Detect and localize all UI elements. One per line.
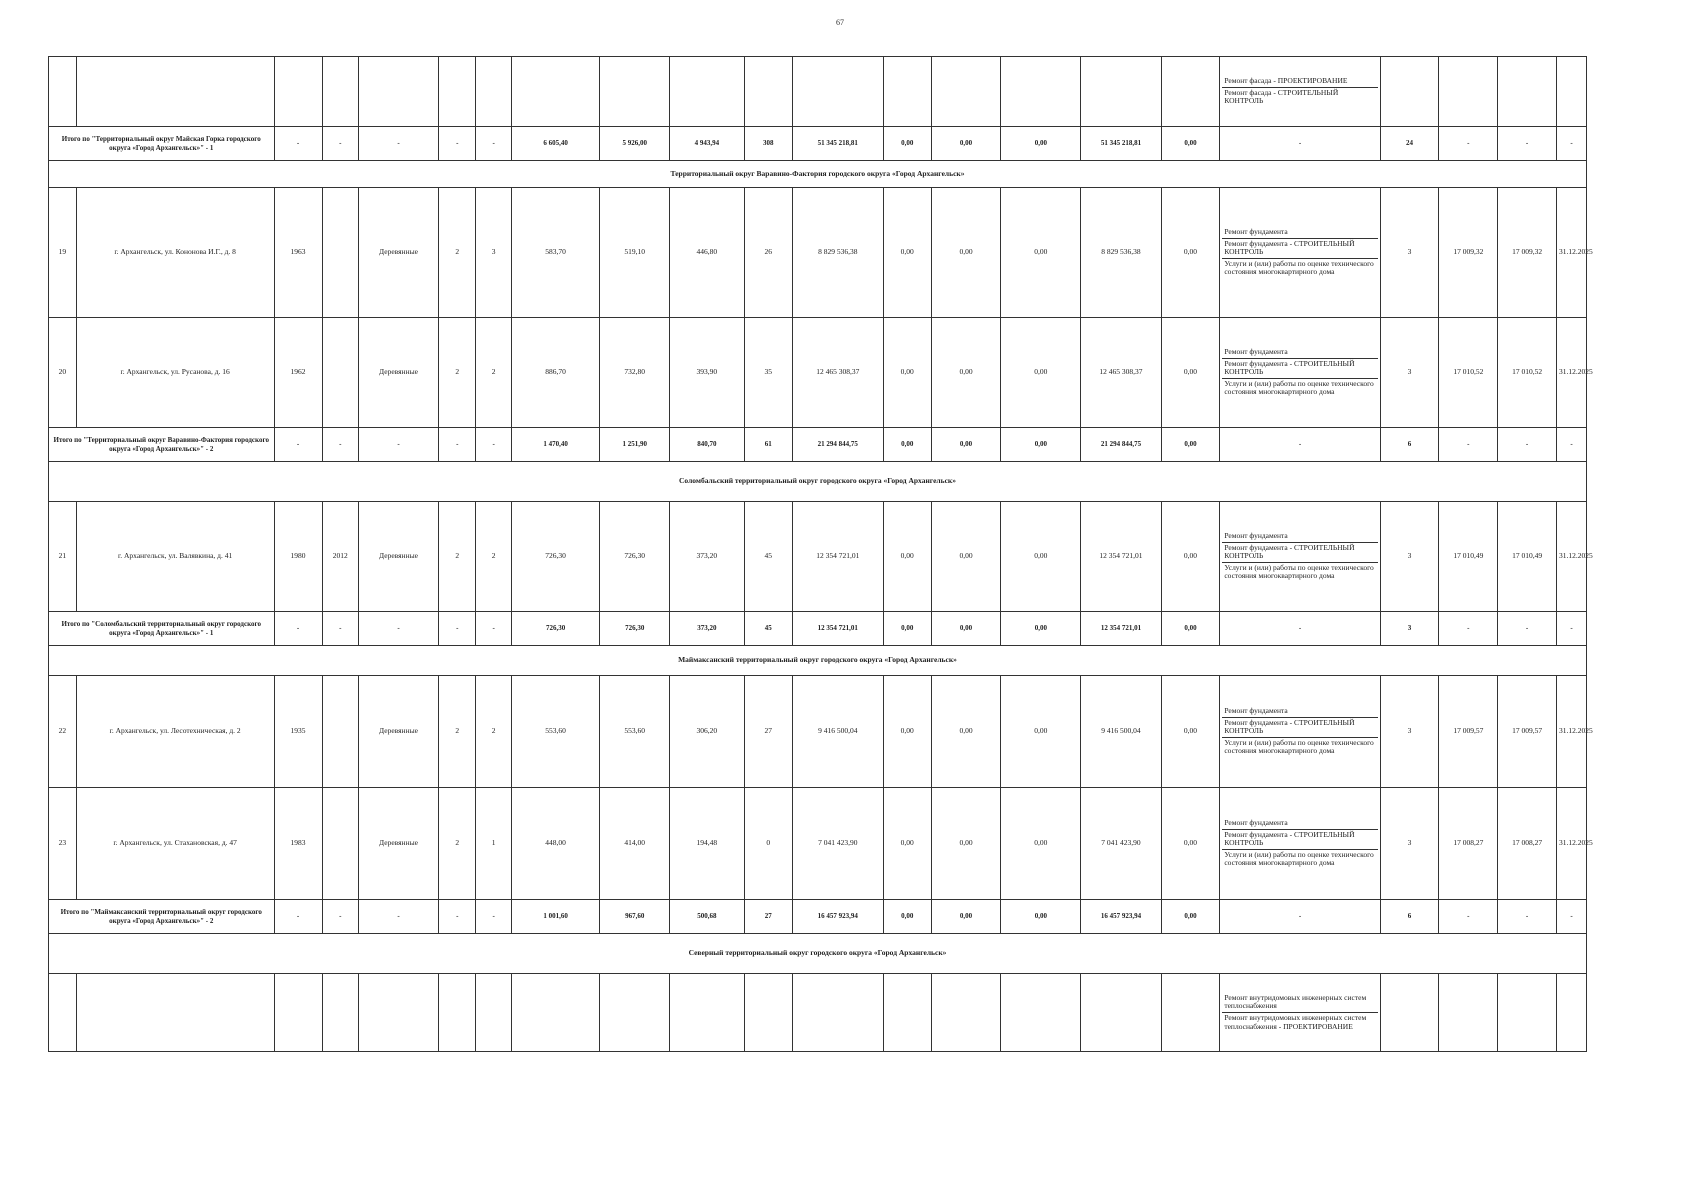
repair-cost: 9 416 500,04 [792, 676, 883, 788]
completion-date: 31.12.2025 [1556, 188, 1586, 318]
total-work-count: 6 [1380, 900, 1439, 934]
total-cell: - [439, 612, 476, 646]
district-heading: Соломбальский территориальный округ городского округа «Город Архангельск» [49, 462, 1587, 502]
funding-cell: 0,00 [931, 318, 1000, 428]
building-address: г. Архангельск, ул. Русанова, д. 16 [76, 318, 274, 428]
district-total-row [49, 900, 1587, 934]
total-residents: 27 [744, 900, 792, 934]
entrances-count: 2 [476, 676, 511, 788]
district-heading: Маймаксанский территориальный округ городского округа «Город Архангельск» [49, 646, 1587, 676]
repair-cost: 12 354 721,01 [792, 502, 883, 612]
work-count: 3 [1380, 318, 1439, 428]
work-count: 3 [1380, 188, 1439, 318]
funding-cell: 0,00 [883, 318, 931, 428]
total-cell: 0,00 [1161, 127, 1220, 161]
entrances-count: 1 [476, 788, 511, 900]
work-type-item: Ремонт внутридомовых инженерных систем теплоснабжения - ПРОЕКТИРОВАНИЕ [1222, 1012, 1377, 1032]
total-cell: - [274, 127, 322, 161]
total-cell: - [274, 900, 322, 934]
wall-material: Деревянные [358, 188, 438, 318]
work-type-item: Услуги и (или) работы по оценке технического состояния многоквартирного дома [1222, 258, 1377, 278]
total-cell: 0,00 [883, 900, 931, 934]
total-cell: - [439, 428, 476, 462]
year-built: 1983 [274, 788, 322, 900]
year-built: 1962 [274, 318, 322, 428]
total-owners-funds: 51 345 218,81 [1081, 127, 1161, 161]
total-cost: 21 294 844,75 [792, 428, 883, 462]
total-cell: - [1498, 612, 1557, 646]
building-row [49, 788, 1587, 900]
total-cell: - [1556, 612, 1586, 646]
work-type-item: Ремонт внутридомовых инженерных систем теплоснабжения [1224, 992, 1367, 1011]
unit-cost: 17 010,52 [1439, 318, 1498, 428]
total-residents: 61 [744, 428, 792, 462]
owned-area: 393,90 [669, 318, 744, 428]
work-type-item: Ремонт фундамента - СТРОИТЕЛЬНЫЙ КОНТРОЛЬ [1222, 829, 1377, 849]
total-cell: 0,00 [1001, 612, 1081, 646]
wall-material: Деревянные [358, 788, 438, 900]
district-heading: Территориальный округ Варавино-Фактория городского округа «Город Архангельск» [49, 161, 1587, 188]
entrances-count: 3 [476, 188, 511, 318]
total-cell: - [322, 127, 358, 161]
row-number: 19 [49, 188, 77, 318]
work-types-cell [1220, 318, 1380, 428]
funding-cell: 0,00 [931, 188, 1000, 318]
total-living-area: 5 926,00 [600, 127, 669, 161]
funding-cell: 0,00 [1001, 502, 1081, 612]
total-cell: - [1220, 127, 1380, 161]
total-cell: - [1439, 127, 1498, 161]
total-label: Итого по "Соломбальский территориальный округ городского округа «Город Архангельск»" - 1 [49, 612, 275, 646]
building-address: г. Архангельск, ул. Валявкина, д. 41 [76, 502, 274, 612]
work-type-item: Ремонт фундамента - СТРОИТЕЛЬНЫЙ КОНТРОЛЬ [1222, 717, 1377, 737]
total-label: Итого по "Маймаксанский территориальный округ городского округа «Город Архангельск»" - 2 [49, 900, 275, 934]
building-address: г. Архангельск, ул. Лесотехническая, д. 2 [76, 676, 274, 788]
floors-count: 2 [439, 188, 476, 318]
total-cell: - [1439, 612, 1498, 646]
entrances-count: 2 [476, 318, 511, 428]
total-cell: - [1439, 900, 1498, 934]
total-cell: - [476, 428, 511, 462]
total-cost: 16 457 923,94 [792, 900, 883, 934]
work-type-item: Ремонт фундамента [1224, 226, 1288, 236]
total-cell: - [1220, 900, 1380, 934]
total-cell: - [322, 428, 358, 462]
funding-cell: 0,00 [1161, 676, 1220, 788]
wall-material: Деревянные [358, 502, 438, 612]
continuation-row [49, 57, 1587, 127]
total-cell: - [476, 900, 511, 934]
work-type-item: Ремонт фундамента [1224, 817, 1288, 827]
district-total-row [49, 127, 1587, 161]
total-cell: 0,00 [1001, 127, 1081, 161]
funding-cell: 0,00 [931, 502, 1000, 612]
total-work-count: 3 [1380, 612, 1439, 646]
owned-area: 306,20 [669, 676, 744, 788]
total-cell: - [476, 127, 511, 161]
year-overhaul [322, 676, 358, 788]
total-residents: 308 [744, 127, 792, 161]
total-cell: - [1556, 900, 1586, 934]
work-type-item: Услуги и (или) работы по оценке технического состояния многоквартирного дома [1222, 562, 1377, 582]
total-work-count: 6 [1380, 428, 1439, 462]
total-area: 1 470,40 [511, 428, 600, 462]
total-cell: - [439, 127, 476, 161]
residents-count: 26 [744, 188, 792, 318]
work-type-item: Ремонт фасада - СТРОИТЕЛЬНЫЙ КОНТРОЛЬ [1222, 87, 1377, 107]
total-cell: 0,00 [883, 127, 931, 161]
work-type-item: Ремонт фундамента [1224, 530, 1288, 540]
work-type-item: Услуги и (или) работы по оценке технического состояния многоквартирного дома [1222, 849, 1377, 869]
completion-date: 31.12.2025 [1556, 676, 1586, 788]
work-type-item: Ремонт фасада - ПРОЕКТИРОВАНИЕ [1224, 76, 1348, 86]
work-count: 3 [1380, 502, 1439, 612]
funding-cell: 0,00 [1001, 676, 1081, 788]
total-area: 448,00 [511, 788, 600, 900]
district-total-row [49, 428, 1587, 462]
capital-repair-register-table [48, 56, 1593, 1052]
funding-cell: 0,00 [1001, 188, 1081, 318]
year-overhaul: 2012 [322, 502, 358, 612]
total-owned-area: 4 943,94 [669, 127, 744, 161]
work-type-item: Услуги и (или) работы по оценке технического состояния многоквартирного дома [1222, 737, 1377, 757]
total-area: 583,70 [511, 188, 600, 318]
total-cell: - [1556, 127, 1586, 161]
work-type-item: Услуги и (или) работы по оценке технического состояния многоквартирного дома [1222, 378, 1377, 398]
district-heading: Северный территориальный округ городского округа «Город Архангельск» [49, 934, 1587, 974]
owned-area: 446,80 [669, 188, 744, 318]
district-section-row [49, 934, 1587, 974]
total-owners-funds: 12 354 721,01 [1081, 612, 1161, 646]
total-cell: 0,00 [1001, 900, 1081, 934]
total-cell: - [274, 428, 322, 462]
total-area: 553,60 [511, 676, 600, 788]
total-cell: - [1556, 428, 1586, 462]
total-label: Итого по "Территориальный округ Майская Горка городского округа «Город Архангельск»" - 1 [49, 127, 275, 161]
repair-cost: 8 829 536,38 [792, 188, 883, 318]
repair-cost: 12 465 308,37 [792, 318, 883, 428]
funding-cell: 0,00 [931, 788, 1000, 900]
total-owners-funds: 16 457 923,94 [1081, 900, 1161, 934]
work-types-cell [1220, 502, 1380, 612]
unit-cost: 17 009,32 [1439, 188, 1498, 318]
work-count: 3 [1380, 788, 1439, 900]
funding-cell: 0,00 [883, 788, 931, 900]
year-built: 1980 [274, 502, 322, 612]
floors-count: 2 [439, 318, 476, 428]
total-cell: 0,00 [931, 428, 1000, 462]
completion-date: 31.12.2025 [1556, 502, 1586, 612]
work-types-cell [1220, 974, 1380, 1052]
wall-material: Деревянные [358, 676, 438, 788]
work-type-item: Ремонт фундамента - СТРОИТЕЛЬНЫЙ КОНТРОЛЬ [1222, 238, 1377, 258]
funding-cell: 0,00 [883, 676, 931, 788]
total-cell: - [358, 428, 438, 462]
residents-count: 0 [744, 788, 792, 900]
owners-funds: 7 041 423,90 [1081, 788, 1161, 900]
max-unit-cost: 17 010,52 [1498, 318, 1557, 428]
unit-cost: 17 008,27 [1439, 788, 1498, 900]
year-built: 1963 [274, 188, 322, 318]
building-row [49, 318, 1587, 428]
total-cell: - [1498, 428, 1557, 462]
total-area: 726,30 [511, 612, 600, 646]
residents-count: 45 [744, 502, 792, 612]
residents-count: 27 [744, 676, 792, 788]
work-type-item: Ремонт фундамента - СТРОИТЕЛЬНЫЙ КОНТРОЛЬ [1222, 358, 1377, 378]
living-area: 414,00 [600, 788, 669, 900]
row-number: 20 [49, 318, 77, 428]
row-number: 23 [49, 788, 77, 900]
owners-funds: 9 416 500,04 [1081, 676, 1161, 788]
work-type-item: Ремонт фундамента [1224, 346, 1288, 356]
floors-count: 2 [439, 676, 476, 788]
page-number: 67 [836, 18, 844, 27]
max-unit-cost: 17 009,32 [1498, 188, 1557, 318]
funding-cell: 0,00 [1001, 318, 1081, 428]
total-area: 6 605,40 [511, 127, 600, 161]
total-area: 726,30 [511, 502, 600, 612]
work-type-item: Ремонт фундамента - СТРОИТЕЛЬНЫЙ КОНТРОЛЬ [1222, 542, 1377, 562]
total-cost: 12 354 721,01 [792, 612, 883, 646]
total-cell: - [358, 612, 438, 646]
continuation-row [49, 974, 1587, 1052]
row-number: 22 [49, 676, 77, 788]
work-types-cell [1220, 676, 1380, 788]
district-section-row [49, 462, 1587, 502]
max-unit-cost: 17 010,49 [1498, 502, 1557, 612]
total-residents: 45 [744, 612, 792, 646]
total-cell: - [1220, 428, 1380, 462]
district-total-row [49, 612, 1587, 646]
funding-cell: 0,00 [931, 676, 1000, 788]
total-area: 886,70 [511, 318, 600, 428]
total-cell: - [1498, 127, 1557, 161]
entrances-count: 2 [476, 502, 511, 612]
total-cell: - [358, 127, 438, 161]
year-overhaul [322, 788, 358, 900]
district-section-row [49, 161, 1587, 188]
repair-cost: 7 041 423,90 [792, 788, 883, 900]
residents-count: 35 [744, 318, 792, 428]
completion-date: 31.12.2025 [1556, 788, 1586, 900]
total-cell: 0,00 [883, 612, 931, 646]
floors-count: 2 [439, 788, 476, 900]
work-types-cell [1220, 188, 1380, 318]
funding-cell: 0,00 [1161, 188, 1220, 318]
funding-cell: 0,00 [1161, 502, 1220, 612]
max-unit-cost: 17 008,27 [1498, 788, 1557, 900]
total-cell: - [439, 900, 476, 934]
total-living-area: 967,60 [600, 900, 669, 934]
funding-cell: 0,00 [883, 502, 931, 612]
building-address: г. Архангельск, ул. Стахановская, д. 47 [76, 788, 274, 900]
funding-cell: 0,00 [1161, 788, 1220, 900]
total-work-count: 24 [1380, 127, 1439, 161]
building-row [49, 676, 1587, 788]
floors-count: 2 [439, 502, 476, 612]
total-cell: - [322, 900, 358, 934]
total-label: Итого по "Территориальный округ Варавино-Фактория городского округа «Город Архангельск»" - 2 [49, 428, 275, 462]
district-section-row [49, 646, 1587, 676]
owners-funds: 12 354 721,01 [1081, 502, 1161, 612]
total-cell: - [274, 612, 322, 646]
work-count: 3 [1380, 676, 1439, 788]
building-row [49, 502, 1587, 612]
owned-area: 194,48 [669, 788, 744, 900]
total-cell: 0,00 [1001, 428, 1081, 462]
total-living-area: 726,30 [600, 612, 669, 646]
total-cell: 0,00 [1161, 428, 1220, 462]
total-owned-area: 500,68 [669, 900, 744, 934]
funding-cell: 0,00 [883, 188, 931, 318]
funding-cell: 0,00 [1001, 788, 1081, 900]
building-row [49, 188, 1587, 318]
max-unit-cost: 17 009,57 [1498, 676, 1557, 788]
total-living-area: 1 251,90 [600, 428, 669, 462]
living-area: 519,10 [600, 188, 669, 318]
total-cell: - [1498, 900, 1557, 934]
total-cell: - [322, 612, 358, 646]
work-types-cell [1220, 788, 1380, 900]
total-cell: - [476, 612, 511, 646]
wall-material: Деревянные [358, 318, 438, 428]
owners-funds: 8 829 536,38 [1081, 188, 1161, 318]
total-owners-funds: 21 294 844,75 [1081, 428, 1161, 462]
total-area: 1 001,60 [511, 900, 600, 934]
building-address: г. Архангельск, ул. Кононова И.Г., д. 8 [76, 188, 274, 318]
year-overhaul [322, 188, 358, 318]
total-cell: - [1439, 428, 1498, 462]
owners-funds: 12 465 308,37 [1081, 318, 1161, 428]
owned-area: 373,20 [669, 502, 744, 612]
work-types-cell [1220, 57, 1380, 127]
year-overhaul [322, 318, 358, 428]
total-cell: 0,00 [1161, 900, 1220, 934]
living-area: 553,60 [600, 676, 669, 788]
total-cell: 0,00 [883, 428, 931, 462]
total-cell: 0,00 [931, 900, 1000, 934]
total-cost: 51 345 218,81 [792, 127, 883, 161]
living-area: 726,30 [600, 502, 669, 612]
completion-date: 31.12.2025 [1556, 318, 1586, 428]
unit-cost: 17 010,49 [1439, 502, 1498, 612]
total-owned-area: 840,70 [669, 428, 744, 462]
funding-cell: 0,00 [1161, 318, 1220, 428]
total-cell: 0,00 [931, 612, 1000, 646]
year-built: 1935 [274, 676, 322, 788]
total-owned-area: 373,20 [669, 612, 744, 646]
living-area: 732,80 [600, 318, 669, 428]
total-cell: 0,00 [931, 127, 1000, 161]
total-cell: 0,00 [1161, 612, 1220, 646]
total-cell: - [1220, 612, 1380, 646]
unit-cost: 17 009,57 [1439, 676, 1498, 788]
row-number: 21 [49, 502, 77, 612]
work-type-item: Ремонт фундамента [1224, 705, 1288, 715]
total-cell: - [358, 900, 438, 934]
